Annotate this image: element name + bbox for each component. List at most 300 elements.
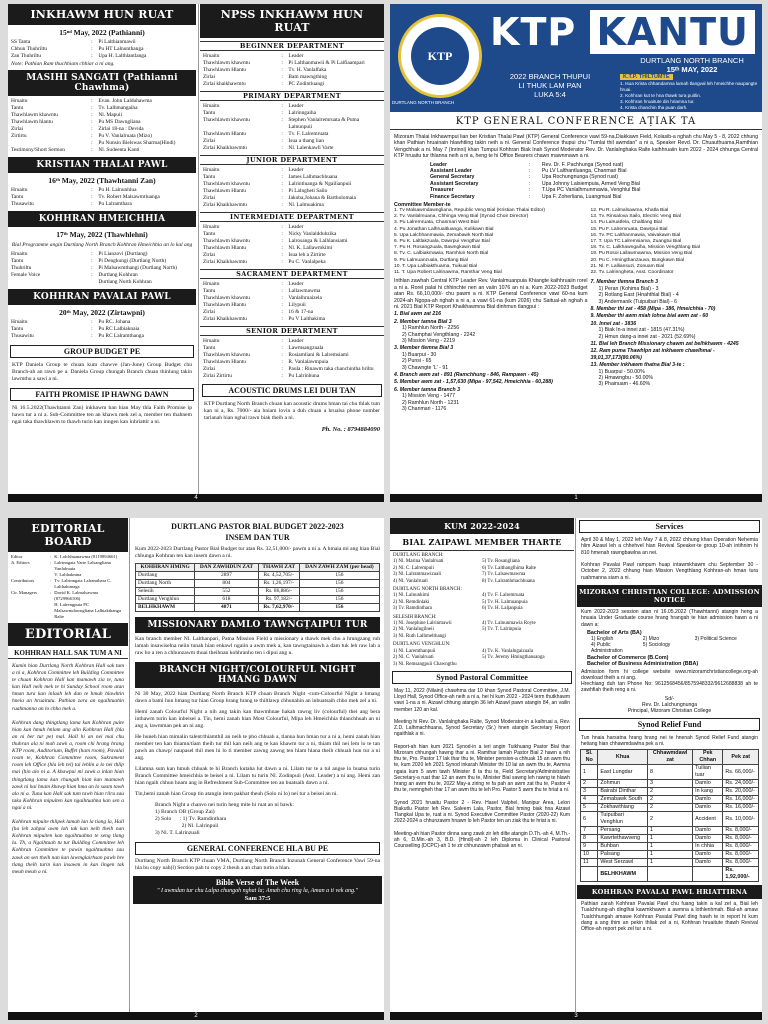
- table-cell: 1: [648, 835, 693, 843]
- stat-heading: 11. Bial leh Branch Missionary chawm zat belhkhawm - 4245: [590, 340, 739, 347]
- committee-member: 15. Pu F. Lalremruata, Dawrpui Bial: [590, 226, 668, 232]
- row-sep: :: [281, 110, 283, 116]
- table-row: [581, 765, 759, 780]
- col-header: Pek Chhan: [693, 750, 723, 765]
- course-item: 1) English: [591, 635, 614, 642]
- budget-text: KTP Daniela Group te chuan kum chawve (Jan-June) Group Budget chu Branch-ah an rawn pe a. Daniela Group chungah Branch chuan thinlung takin lawmthu a sawi a ni.: [12, 362, 192, 382]
- table-cell: 804: [195, 580, 259, 588]
- committee-member: 1. Tv Malsawmdawngliana, Republic Veng Bial (Kristian Thalai Editor): [394, 208, 545, 214]
- table-cell: Accident: [693, 812, 723, 827]
- table-cell: Rs. 7,62,970/-: [258, 604, 299, 612]
- table-cell: 8: [581, 835, 598, 843]
- row-sep: :: [281, 345, 283, 351]
- row-sep: :: [281, 352, 283, 358]
- table-cell: Rs. 86,886/-: [258, 588, 299, 596]
- row: Hruaitu : Pu RC. Johana: [11, 319, 131, 325]
- stat-heading: 12. Ram puma Thawhlpn zat inkhawm chawlhmai - 39,01,37,173(80.06%): [590, 348, 715, 361]
- department-rows: [200, 167, 384, 209]
- event-line: LUKA 5:4: [534, 90, 566, 99]
- row-sep: :: [281, 259, 283, 265]
- table-cell: Selesih: [136, 588, 195, 596]
- row: Hruaitu : Evan. John Lalduhawma: [11, 98, 152, 104]
- row: Cir. Managers : David K. Lalmalsawma (8729966106): [11, 590, 99, 601]
- pavalai-heading: KOHHRAN PAVALAI PAWL: [8, 289, 196, 305]
- editorial-column: [8, 518, 128, 1020]
- row-key: Hruaitu: [203, 53, 220, 59]
- stat-heading: 8. Member thi zat - 458 (Mipa - 386, Hmeichhia - 70): [590, 305, 716, 312]
- stat-item: 2) Punsi - 65: [402, 358, 432, 365]
- kristian-rows: [8, 187, 196, 208]
- row: Jt. Editors : Lalrinngaia Varte Lalsangliana Vanlalruata: [11, 560, 111, 571]
- row: [203, 167, 381, 174]
- row: [203, 316, 381, 323]
- row-sep: :: [281, 174, 283, 180]
- table-cell: Zokhawthiang: [598, 804, 648, 812]
- stat-heading: 7. Member tlemna Branch 3: [590, 279, 659, 286]
- member: 5) Tv. T. Lalrinpuia: [482, 627, 521, 633]
- member: 2) Nl. C. Lalrempuii: [393, 565, 434, 571]
- row-key: Tantu: [203, 345, 216, 351]
- table-cell: Tuilian tuar: [693, 765, 723, 780]
- row-value: Nl. K. Lallawmkimi: [288, 245, 333, 251]
- committee-member: 16. Tv. PC Lalthanmawia, Vaivakawn Bial: [590, 232, 681, 238]
- row: [203, 238, 381, 245]
- member: 4) Tv. Lalnunmawia Royte: [482, 621, 536, 627]
- row: Zan Thuhriltu : Upa H. Lalthlantlanga: [11, 53, 147, 59]
- table-cell: Durtlang North: [136, 580, 195, 588]
- kum-heading: KUM 2022-2024: [390, 518, 574, 534]
- row-key: Thawhlawm khawntu: [203, 295, 250, 301]
- course-item: 2) Mizo: [642, 635, 660, 642]
- branch-heading: DURTLANG BRANCH:: [393, 553, 444, 558]
- stats-left-col: [394, 278, 591, 412]
- row: [203, 53, 381, 60]
- table-cell: 6: [581, 812, 598, 827]
- hunruat-rows: [8, 39, 196, 60]
- row: [203, 145, 381, 152]
- committee-member: 4. Pu Jonathan Lalhruaitluanga, Kulikawn Bial: [394, 226, 494, 232]
- row-sep: :: [281, 359, 283, 365]
- row: [203, 103, 381, 110]
- thiltum-list: [620, 74, 758, 111]
- row-key: Hruaitu: [203, 167, 220, 173]
- npss-departments: [200, 41, 384, 380]
- stat-item: 1) Biak In-a innei zat - 1815 (47.31%): [598, 327, 685, 334]
- row: [203, 131, 381, 138]
- member-column: [393, 593, 482, 612]
- row: Finance Secretary : Upa F. Zoherliana, Luangmual Bial: [430, 193, 622, 200]
- row-value: Pu V Lalthakima: [288, 316, 326, 322]
- table-cell: Rs. 4,52,705/-: [258, 572, 299, 580]
- row: [203, 174, 381, 181]
- table-cell: 156: [299, 596, 379, 604]
- table-cell: BELHKHAWM: [136, 604, 195, 612]
- row: [203, 309, 381, 316]
- stats-right: [591, 278, 758, 412]
- thiltum-item: 4. Krista chanchin tha puan darh.: [620, 105, 688, 110]
- member-column: [482, 593, 571, 612]
- table-row: [581, 788, 759, 796]
- stat-item: 2) Hmawngbu - 50.00%: [598, 374, 654, 381]
- row-value: Lalrinngaiha: [288, 110, 316, 116]
- table-cell: West Serzawl: [598, 859, 648, 867]
- branch-heading: SELESIH BRANCH:: [393, 614, 437, 620]
- stat-item: 3) Chanmari - 1176: [402, 406, 447, 413]
- table-cell: [693, 867, 723, 882]
- table-row: [581, 812, 759, 827]
- row: [203, 338, 381, 345]
- row-key: Zirlai Zirtirtu: [203, 373, 232, 379]
- table-row: [581, 835, 759, 843]
- row: Editor : K. Lalchhuanawma (8119894661): [11, 554, 118, 559]
- row-sep: :: [281, 281, 283, 287]
- table-cell: Rs. 8,000/-: [723, 843, 759, 851]
- row: Contributors : Tv. Lalrinngaia Lalramthara C. Lalthakimaga: [11, 578, 112, 589]
- col-header: Khua: [598, 750, 648, 765]
- row: [203, 352, 381, 359]
- member: 2) Nl. C. Vanlalruati: [393, 655, 434, 661]
- row-key: Zirlai: [203, 252, 215, 258]
- member: 2) Nl. Remdinlaki: [393, 599, 430, 605]
- zaipawl-heading: BIAL ZAIPAWL MEMBER THARTE: [390, 534, 574, 551]
- member: 3) Tv. Ramdinthara: [393, 606, 432, 612]
- committee-member: 11. T. Upa Robert Lalrinawma, Ramthar Veng Bial: [394, 270, 502, 276]
- committee-member: 18. Tv. C. Lalkhawngaiha, Mission Vengthlang Bial: [590, 245, 700, 251]
- row-value: Leader: [288, 103, 304, 109]
- row-value: Bam mawngthing: [288, 74, 327, 80]
- branch-strip: DURTLANG NORTH BRANCH: [392, 100, 455, 105]
- budget-text: Kum 2022-2023 Durtlang Pastor Bial Budget tur atan Rs. 32,51,000/- pawm a ni a. A hmaia mi ang hian Bial chhunga Kohhran ten kan insem dawn a ni.: [135, 546, 380, 559]
- member: 2) Nl. Vanlalngilneii: [393, 627, 434, 633]
- table-cell: Persang: [598, 827, 648, 835]
- event-line: LI THUK LAM PAN: [518, 81, 582, 90]
- relief-text: Tun hnaia harsatna hrang hrang nei te hnenah Synod Relief Fund atangin hetiang hian chhawmdawlna pek a ni.: [581, 734, 758, 747]
- row: [203, 81, 381, 88]
- member-column: [482, 559, 571, 585]
- logo-text: KTP: [411, 27, 469, 85]
- table-cell: 156: [299, 604, 379, 612]
- page-number: 2: [8, 1012, 384, 1020]
- row: [203, 224, 381, 231]
- table-cell: 156: [299, 580, 379, 588]
- table-cell: 156: [299, 572, 379, 580]
- committee-member: 20. Pu C. Hmingthanzauva, Bungkawn Bial: [590, 257, 685, 263]
- table-cell: [581, 867, 598, 882]
- budget-table-wrap: [131, 562, 384, 613]
- row-sep: :: [281, 131, 283, 137]
- member: 5) Tv. Rosangliana: [482, 559, 520, 565]
- relief-table-wrap: [577, 749, 762, 882]
- row-sep: :: [281, 302, 283, 308]
- hriattirna-heading: KOHHRAN PAVALAI PAWL HRIATTIRNA: [577, 885, 762, 899]
- branch-members: [393, 621, 571, 640]
- table-cell: 1: [648, 827, 693, 835]
- member: 8) Tv. Lalramhmachhuana: [482, 578, 535, 584]
- row-value: Pu C. Vanlalpeka: [288, 259, 326, 265]
- row-key: Tantu: [203, 174, 216, 180]
- kristian-heading: KRISTIAN THALAI PAWL: [8, 157, 196, 173]
- sign-mark: Sd/-: [664, 695, 675, 702]
- table-cell: Rs. 97,182/-: [258, 596, 299, 604]
- row-sep: :: [281, 224, 283, 230]
- row: Thuhriltu : Pi Malsawmthangi (Durtlang North): [11, 265, 177, 271]
- member: 1) Nl. Marina Vanlalruati: [393, 559, 444, 565]
- gc-hla-heading: GENERAL CONFERENCE HLA BU PE: [135, 842, 380, 855]
- table-row: [581, 780, 759, 788]
- branch-name: DURTLANG NORTH BRANCH: [640, 56, 744, 65]
- npss-heading: NPSS INKHAWM HUN RUAT: [200, 4, 384, 38]
- row-key: Thawhlawm Hlantu: [203, 67, 246, 73]
- missionary-heading: MISSIONARY DAMLO TAWNGṬAIPUI TUR: [135, 617, 380, 633]
- stat-heading: 5. Member awm zat - 1,57,630 (Mipa - 97,542, Hmeichhia - 60,288): [394, 379, 553, 386]
- row: [203, 359, 381, 366]
- row-key: Thawhlawm Hlantu: [203, 302, 246, 308]
- member: 1) Nl. Lalnunkimi: [393, 593, 430, 599]
- list-item: 1) Branch OB (Group Zai): [155, 809, 215, 815]
- synod-text: May 11, 2022 (Nilaini) chawhma dar 10 khan Synod Pastoral Committee, J.M. Lloyd Hall, Synod Office-ah neih a ni a, hei hi kum 2022 - 2024 term thutkhawm vawi 1-na a ni. Aizawl chhung atangin 36 leh Aizawl pawn atangin 84, an vailin member 120 an kal. Meeting hi Rev. Dr. Vanlalnghaka Ralte, Synod Moderator-in a kaihruai a, Rev. Z.D. Lalhmachhuana, Synod Secretary (Sr.) hnen atangin Secretary Report ngaithlak a ni. Report-ah hian kum 2021 Synod-in a ieri angin Tuikhuang Pastor Bial thar Mizoram chhungah hawng thar a ni. Ramthar lamah Pastor Bial 2 hawn a nih thu te, Pro. Pastor 17 lak thar thu te, Minister pension-a chhuak 15 an awm thu te, kum 2020 leh 2021 Synod inkarah Minister thi 10 lai an awm thu te, Awmna ngaia kum 5 awm tawh Minister 8 ta thu te, Field Secretary/Administrative Secretary-a ruat thar 12 an awm thu te, Minister Bial sawng leh rawng te hlawh hrang an awm thu te, 2022 May-a ziring re fa pah an awm zat thu te, Pastor 4 thu te, nemngheh thar 17 an awm thu te leh Pro. Pastor 5 awm thu te hriat a ni. Synod 2021 hruaitu Pastor 2 - Rev. Hasel Valphel, Manipur Area, Lelon Biakutlu Pastor leh Rev. Saleem Lala, Pastor, Bial hming biak hna Aizawl Tlangkal Upa te, ruat a ni. Synod Executive Committee Pastor (2020-22) Kum 2022-2024 a chhunzawm hnawn lo leh Pastor ten an ziak thu te hriat a ni. Meeting-ah hian Pastor dinna sang zawk zir leh dilte atangin D.Th.-ah 4, M.Th.-ah 6, D.Min.-ah 3, B.D. (Hindi)-ah 2 leh Diploma in Clinical Pastoral Counselling (DCPC)-ah 1 te zir chhunzawm phalsak an ni.: [394, 687, 570, 849]
- masthead-title: [490, 10, 755, 54]
- stat-item: 3) Phainuam - 46.60%: [598, 381, 651, 388]
- committee-member: 17. T. Upa TC Lalremsiama, Zuangtui Bial: [590, 239, 682, 245]
- row-sep: :: [281, 231, 283, 237]
- table-cell: In chhia: [693, 843, 723, 851]
- row-value: Nicky Vanlaldduhzika: [288, 231, 337, 237]
- synod-heading: Synod Pastoral Committee: [392, 671, 572, 684]
- page-4: [8, 4, 384, 502]
- course-item: 5) Sociology: [642, 642, 671, 649]
- stat-item: 3) Mission Veng - 2219: [402, 337, 456, 344]
- row-key: Hruaitu: [203, 103, 220, 109]
- colourful-items: [131, 800, 384, 839]
- branch-members: [393, 649, 571, 668]
- table-row: [581, 851, 759, 859]
- table-cell: 618: [195, 596, 259, 604]
- masihi-rows: [8, 98, 196, 154]
- department-heading: SACRAMENT DEPARTMENT: [200, 269, 384, 279]
- stat-item: 2) Rotlang East (Hnahthial Bial) - 4: [598, 292, 679, 299]
- row-value: Leader: [288, 167, 304, 173]
- row: [203, 373, 381, 380]
- member: 1) Nl. Laremthanpuii: [393, 648, 436, 654]
- committee-member: 3. Pu Lalremruata, Chanmari West Bial: [394, 220, 479, 226]
- verse-heading: Bible Verse of The Week: [215, 878, 300, 887]
- table-cell: Damlo: [693, 796, 723, 804]
- services-heading: Services: [579, 520, 760, 533]
- brand-left: KTP: [490, 10, 577, 54]
- committee-member: 5. Upa Lalchhanmawia, Zemabawk North Bial: [394, 232, 494, 238]
- table-cell: Damlo: [693, 859, 723, 867]
- row-value: Vanlalhruaizela: [288, 295, 322, 301]
- row: Durtlang North Kohhran: [98, 279, 152, 285]
- stat-item: 1) Ramhlun North - 2256: [402, 325, 460, 332]
- faith-heading: FAITH PROMISE IP HAWNG DAWN: [10, 388, 194, 401]
- stat-heading: 1. Bial awm zat 216: [394, 311, 441, 318]
- row-value: Lalrosanga & Lalhlansiami: [288, 238, 348, 244]
- table-cell: Rs. 1,26,197/-: [258, 580, 299, 588]
- row: [203, 288, 381, 295]
- thiltum-item: 2. Kohhran kut te hna thawk tura puitlin.: [620, 93, 701, 98]
- col-header: KOHHRAN HMING: [136, 564, 195, 572]
- row-sep: :: [281, 366, 283, 372]
- row: [203, 202, 381, 209]
- member: 1) Nl. Josephine Lalrinmawii: [393, 621, 452, 627]
- row-sep: :: [281, 74, 283, 80]
- member-column: [393, 649, 482, 668]
- table-cell: East Lungdar: [598, 765, 648, 780]
- editorial-text: Kumin hian Durtlang North Kohhran Hall sak tum a ni a, Kohhran Committee leh Building Committee te chuan Kohhran Hall kan mamawh zia te, tuna kan Hall neih mek te hi Sunday School room atan hman tura kan inlaah leh dan te hmuh hlawhtin hneia an hruaitutu. Pathian zara an ngaihtuahin ruahmanna an lo chho mek a. Kohhran dang thingtlang lama kan Kohhran puite hian kan hmuh hnlam ang alin Kohhran Hall (hla an ni ber tur pe) mal. Hall hi an nei mai chu thuhran ala ni mah zawk a, room chi hrang hrang KTP room, Auditorium, Buffet (ham room), Pavalai room te, Kohhran Committee room, Sakrament room leh Office (hla leh tel) tai lehlin a lo nei thlip mai (hin alo ni a. A khawpui mi zawk a inlan hian thingtlang lama kan chungah hian kan mamawh zawk ni hai hnam khawp hian hma an lo saam tawh alo ni a. Tuna kan Hall sak tum tawh hian rilru zau taka Kohhran mipuiten kan ngaihtuahna kan sen a ngai a ni. Kohhran mipuite thlipek lamah lan la tiang la, Hall (ha leh zahpui awm loh tak kan neih theih nan Kohhran mipuiten kan ngaihtuahna te seng tlang la. Th, a Ngaihtuah tu tur Building Committee leh Kohhran Committee te pawin ngaihtuahna zau zawk an sen theih nan kan lawmglairhsan pawh hre tlang theih turin kan insawm in kan lingen tak meuh meuh a ni.: [12, 663, 124, 875]
- row-value: Nl. Lalmuakima: [288, 202, 324, 208]
- committee-member: 14. Pu Lalruatfela, Chaltlang Bial: [590, 220, 662, 226]
- row-sep: :: [281, 338, 283, 344]
- member-column: [393, 559, 482, 585]
- table-cell: Buhban: [598, 843, 648, 851]
- colourful-text: Hemi zanah Colourful Night a nih ang takin kan thawmhnae hakah rawng liv (colourful) thei ang bera inthawm turin kan inbeisei a. Tin, hemi zanah hian Most Colourful, Mipa leh Hmeichhia thlanchhuah an ni ang a, lawmman pek an ni ang.: [135, 709, 380, 729]
- stat-heading: 10. Innei zat - 3836: [590, 320, 637, 327]
- branch-members: [393, 593, 571, 612]
- department-heading: INTERMEDIATE DEPARTMENT: [200, 212, 384, 222]
- member: 4) Tv. F. Lalremruata: [482, 593, 525, 599]
- gc-intro: Mizoram Thalai Inkhawmpui lian ber Kristian Thalai Pawl (KTP) General Conference vawi 59-na,Diakkawn Field, Kolasib-a nghah chu May 5 - 8, 2022 chhung khan Pathian hruainain hlawhtling takin neih a ni. General Conference thupui chu "Tumlai thil awmdan" a ni a, Speaker Revd. Dr. Chuauthuama,Ramthian Vengchhak a ni. May 7 (Inrinni) khan Tumpui Kohhran Biak Inah Synod Moderator Rev. Dr. Vanlalnghaka Ralte kaihhruaiin kum 2022 - 2024 chhunga Central KTP hruaitu tur thlanna neih a ni a, heng te hi Office Bearers chawn mawnmawn a ni.: [394, 134, 758, 160]
- row-key: Thawhlawm Hlantu: [203, 131, 246, 137]
- row: [203, 60, 381, 67]
- relief-heading: Synod Relief Fund: [579, 718, 760, 731]
- row-key: Zirlai: [203, 74, 215, 80]
- table-cell: 8: [648, 765, 693, 780]
- row-key: Thawhlawm Hlantu: [203, 359, 246, 365]
- row: : Pu Nunsin Bielswas Sharma(Hindi): [91, 140, 176, 146]
- row: [203, 67, 381, 74]
- bible-verse: [133, 876, 382, 904]
- committee-heading: Committee Member-te: [394, 202, 451, 209]
- row: Tantu : Tv. Lalhmangaiha: [11, 105, 138, 111]
- hunruat-date: 15ⁿᵈ May, 2022 (Pathianni): [59, 28, 145, 37]
- department-rows: [200, 103, 384, 152]
- row-key: Hruaitu: [203, 281, 220, 287]
- table-cell: Damlo: [693, 835, 723, 843]
- table-cell: In kang: [693, 788, 723, 796]
- row-value: Paula : Rinawm taka chanchintha hriltu: [288, 366, 374, 372]
- colourful-text: He huneh hian mimalin talent/thiamthil an neih te pho chhuah a, tlanna hun hman tur a ni a, hemi zanah hian member ten kan thiamn/tiam theih tur thil kan neih ang te kan khawm tur a ni, thiam thil nei lem lo te tan pawh an chawp/ naupasel thil men hi lo ti member zawng zawng ten hlam hlana theih chhuah hun tur a ni ang.: [135, 734, 380, 761]
- table-cell: 3: [648, 780, 693, 788]
- table-cell: Rs. 8,000/-: [723, 827, 759, 835]
- row-value: Jakoba,Johana & Bartholomaia: [288, 195, 356, 201]
- table-cell: 4: [581, 796, 598, 804]
- department-rows: [200, 281, 384, 323]
- table-row: [136, 588, 380, 596]
- row-key: Hruaitu: [203, 338, 220, 344]
- committee-member: 10. T. Upa Lalbiakthuama, Tuikual Bial: [394, 263, 478, 269]
- row-value: Lilypuii: [288, 302, 306, 308]
- row-value: Tv. F. Lalremruata: [288, 131, 329, 137]
- row: Hruaitu : Pu H. Lalnunhlua: [11, 187, 137, 193]
- row: [203, 138, 381, 145]
- stat-item: 1) Mission Veng - 1477: [402, 393, 456, 400]
- table-cell: 2: [648, 796, 693, 804]
- thiltum-item: 3. Kohhran hruaitute din hriamna tur.: [620, 99, 695, 104]
- page-2: [8, 518, 384, 1020]
- branch-members: [393, 559, 571, 585]
- list-item: 2) Nl. Lalrinpuii: [155, 823, 219, 829]
- row-sep: :: [281, 295, 283, 301]
- row-sep: :: [281, 316, 283, 322]
- pavalai-date: 20ᵗʰ May, 2022 (Zirtawpni): [59, 308, 145, 317]
- row-key: Zirlai: [203, 138, 215, 144]
- row-sep: :: [281, 181, 283, 187]
- member: 3) Nl. Ruth Lalhmelthangi: [393, 633, 447, 639]
- stat-item: 1) Buarpui - 30: [402, 351, 437, 358]
- row: [203, 252, 381, 259]
- row: Chhun Thuhriltu : Pu HT Lalnunthanga: [11, 46, 144, 52]
- stat-item: 1) Buarpui - 50.00%: [598, 368, 645, 375]
- stat-item: 2) Champhai Vengthlang - 2242: [402, 331, 476, 338]
- table-cell: Durtlang: [136, 572, 195, 580]
- verse-quote: " I awmdan tur chu Lalpa chungah nghat la; Amah chu ring la, Aman a ti vek ang.": [157, 888, 358, 894]
- row-sep: :: [281, 67, 283, 73]
- committee-left: [394, 208, 591, 276]
- stat-item: 2) Ramhlun North - 1231: [402, 399, 460, 406]
- hmeichhia-rows: [8, 251, 196, 286]
- col-header: Chhawmdawl zat: [648, 750, 693, 765]
- row-value: Lalrintluanga & Ngailianpuii: [288, 181, 352, 187]
- table-cell: Damlo: [693, 780, 723, 788]
- verse-ref: Sam 37:5: [244, 895, 271, 902]
- table-cell: Rs. 20,000/-: [723, 788, 759, 796]
- row-key: Thawhlawm khawntu: [203, 117, 250, 123]
- thiltum-item: 1. Isua Krista chhandamna lamah tlangval leh hmeichhe naupangte hruai.: [620, 81, 758, 92]
- stat-item: 3) Andermanik (Tuipuibari Bial) - 6: [598, 298, 678, 305]
- row-sep: :: [281, 145, 283, 151]
- issue-date: 15ᵗʰ MAY, 2022: [666, 65, 718, 74]
- row-value: Lallawmawma: [288, 288, 321, 294]
- hmeichhia-heading: KOHHRAN HMEICHHIA: [8, 211, 196, 227]
- gc-body: [390, 132, 762, 494]
- member: 3) Nl. Remsangpuii Chawngthu: [393, 661, 457, 667]
- mcc-heading: MIZORAM CHRISTIAN COLLEGE: ADMISSION NOTICE: [577, 585, 762, 607]
- committee-member: 9. Pu Lalmuanzuala, Durtlang Bial: [394, 257, 468, 263]
- row: Thawhlawm khawntu : Nl. Mapuii: [11, 112, 123, 118]
- list-item: 2) Solo : 1) Tv. Ramdinthara: [155, 816, 227, 822]
- row-value: Stephen Vanlalremruata & Puma Lalnunpuii: [288, 117, 360, 130]
- stats-block: [390, 276, 762, 412]
- row: V. Lalthaknina: [54, 572, 82, 577]
- colourful-text: Ni 30 May, 2022 hian Durtlang North Branch KTP chuan Branch Night -cum-Colourful Night a hmang dawn a bami hun hmang tur hian Group hrang hrang te thiltlawp chhunahin an inbuatsaih chho mek zel a ni.: [135, 691, 380, 704]
- mcc-signature: [577, 696, 762, 715]
- member-column: [393, 621, 482, 640]
- committee-member: 7. Pu H. Rosangzuala, Bawngkawn Bial: [394, 245, 481, 251]
- right-column: [200, 4, 384, 502]
- table-cell: 9: [581, 843, 598, 851]
- table-cell: Damlo: [693, 851, 723, 859]
- row: [203, 302, 381, 309]
- right-column: [577, 518, 762, 1020]
- department-rows: [200, 338, 384, 380]
- stat-item: 3) Chawngte 'L' - 91: [402, 364, 449, 371]
- member: 4) Nl. Vanlalruati: [393, 578, 428, 584]
- department-heading: JUNIOR DEPARTMENT: [200, 155, 384, 165]
- row-value: James Lalhmachhuana: [288, 174, 338, 180]
- col-header: DAN ZAWHDUN ZAT: [195, 564, 259, 572]
- branch-heading: DURTLANG NORTH BRANCH:: [393, 587, 462, 593]
- department-heading: SENIOR DEPARTMENT: [200, 326, 384, 336]
- member: 6) Tv. Lalthanglhima Ralte: [482, 565, 537, 571]
- mcc-bba: Bachelor of Business Administration (BBA): [587, 660, 699, 667]
- table-cell: Tuipuibari Venghlun: [598, 812, 648, 827]
- row: Tantu : Pi Dengkungi (Durtlang North): [11, 258, 167, 264]
- row: H. Lalrengpuia PC Malsawmdawngliana Lalbiakthanga Ralte: [54, 602, 122, 619]
- row: Thawhlawm hlantu : Pu MS Dawngliana: [11, 119, 141, 125]
- col-header: THAWH ZAT: [258, 564, 299, 572]
- table-cell: Zohmun: [598, 780, 648, 788]
